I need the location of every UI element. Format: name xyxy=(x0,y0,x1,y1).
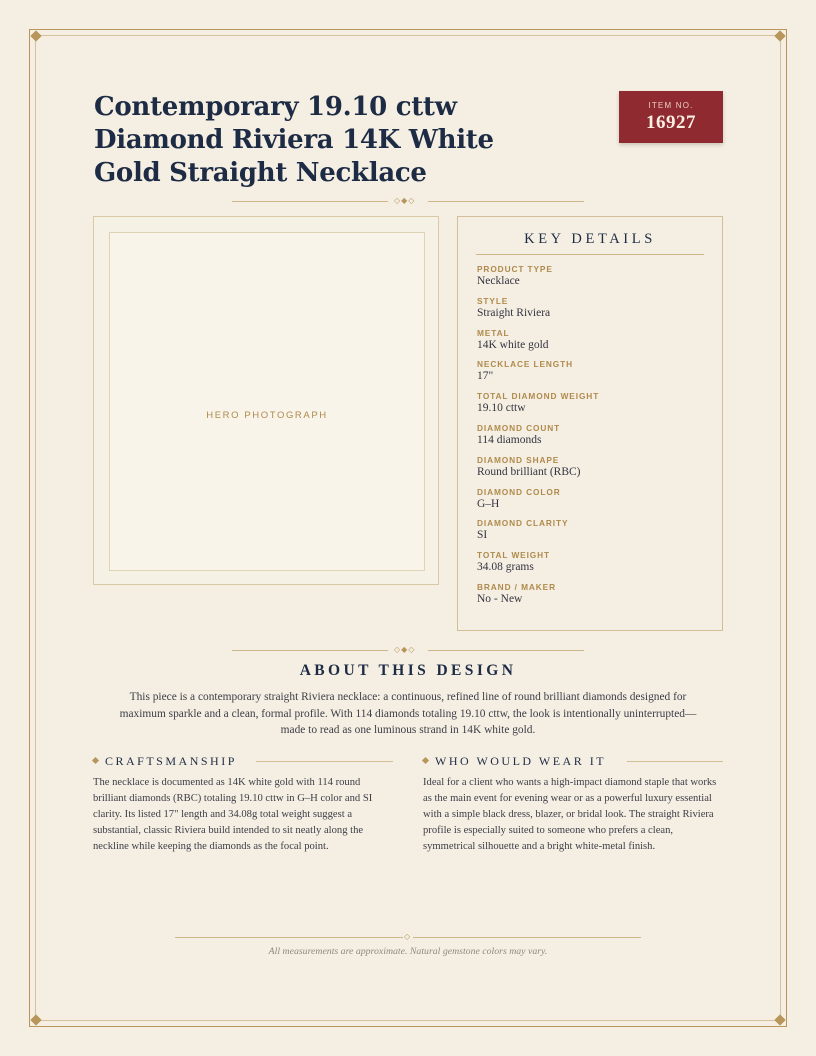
ornament-icon: ◇◆◇ xyxy=(394,196,416,205)
detail-value: G–H xyxy=(477,497,500,510)
wearer-rule xyxy=(627,761,723,762)
about-divider-right xyxy=(428,650,584,651)
page-title: Contemporary 19.10 cttw Diamond Riviera 14K White Gold Straight Necklace xyxy=(94,92,494,188)
wearer-heading-wrap xyxy=(423,754,606,768)
detail-item xyxy=(477,455,707,487)
detail-item xyxy=(477,582,707,614)
detail-label: BRAND / MAKER xyxy=(477,581,556,592)
hero-photo-label: HERO PHOTOGRAPH xyxy=(206,410,328,421)
ornament-icon: ◇◆◇ xyxy=(394,645,416,654)
detail-value: 17" xyxy=(477,370,494,383)
wearer-text: Ideal for a client who wants a high-impact diamond staple that works as the main event for evening wear or as a powerful luxury essential with a simple black dress, blazer, or bridal look. The straight Riviera profile is especially suited to someone who prefers a clean, symmetrical silhouette and a bright white-metal finish. xyxy=(423,777,717,852)
detail-value: No - New xyxy=(477,592,523,605)
detail-item xyxy=(477,264,707,296)
footer-divider-right xyxy=(413,937,641,938)
detail-value: SI xyxy=(477,529,488,542)
detail-value: 34.08 grams xyxy=(477,561,534,574)
detail-value: 114 diamonds xyxy=(477,433,542,446)
key-details-panel xyxy=(457,216,723,631)
about-text: This piece is a contemporary straight Riviera necklace: a continuous, refined line of round brilliant diamonds designed for maximum sparkle and a clean, formal profile. With 114 diamonds totaling 19.10 cttw, the look is intentionally uninterrupted—made to read as one luminous strand in 14K white gold. xyxy=(119,691,697,736)
detail-label: METAL xyxy=(477,327,510,338)
craftsmanship-rule xyxy=(256,761,393,762)
detail-item xyxy=(477,359,707,391)
item-number-label: ITEM NO. xyxy=(648,101,694,110)
wearer-heading: WHO WOULD WEAR IT xyxy=(435,754,607,768)
hero-photo-placeholder xyxy=(109,232,425,571)
footer-divider-left xyxy=(175,937,403,938)
detail-item xyxy=(477,328,707,360)
detail-label: TOTAL WEIGHT xyxy=(477,550,551,561)
detail-item xyxy=(477,423,707,455)
key-details-heading: KEY DETAILS xyxy=(476,231,704,255)
detail-item xyxy=(477,518,707,550)
detail-value: Necklace xyxy=(477,275,520,287)
detail-item xyxy=(477,296,707,328)
detail-item xyxy=(477,550,707,582)
detail-value: 19.10 cttw xyxy=(477,402,526,415)
detail-label: PRODUCT TYPE xyxy=(477,264,553,274)
detail-label: DIAMOND SHAPE xyxy=(477,454,560,465)
about-divider-left xyxy=(232,650,388,651)
about-heading: ABOUT THIS DESIGN xyxy=(299,662,517,679)
ornament-icon: ◇ xyxy=(404,932,412,941)
title-divider-left xyxy=(232,201,388,202)
detail-label: DIAMOND CLARITY xyxy=(477,518,569,529)
detail-label: STYLE xyxy=(477,295,509,306)
footer-note: All measurements are approximate. Natural gemstone colors may vary. xyxy=(268,946,548,957)
detail-label: DIAMOND COUNT xyxy=(477,422,561,433)
detail-value: 14K white gold xyxy=(477,338,549,351)
key-details-list xyxy=(477,264,707,614)
item-number-badge xyxy=(619,91,723,143)
craftsmanship-heading-wrap xyxy=(93,754,237,768)
detail-label: NECKLACE LENGTH xyxy=(477,359,574,370)
title-divider-right xyxy=(428,201,584,202)
craftsmanship-heading: CRAFTSMANSHIP xyxy=(105,754,237,768)
detail-item xyxy=(477,487,707,519)
detail-label: DIAMOND COLOR xyxy=(477,486,561,497)
item-number-value: 16927 xyxy=(646,112,696,133)
diamond-bullet-icon xyxy=(92,757,99,764)
detail-value: Round brilliant (RBC) xyxy=(477,465,581,478)
craftsmanship-text: The necklace is documented as 14K white gold with 114 round brilliant diamonds (RBC) totaling 19.10 cttw in G–H color and SI clarity. Its listed 17" length and 34.08g total weight suggest a substantial, classic Riviera build intended to sit neatly along the neckline while keeping the diamonds as the focal point. xyxy=(93,777,373,852)
detail-value: Straight Riviera xyxy=(477,306,551,319)
detail-item xyxy=(477,391,707,423)
hero-photo-frame xyxy=(93,216,439,585)
detail-label: TOTAL DIAMOND WEIGHT xyxy=(477,391,600,402)
diamond-bullet-icon xyxy=(422,757,429,764)
